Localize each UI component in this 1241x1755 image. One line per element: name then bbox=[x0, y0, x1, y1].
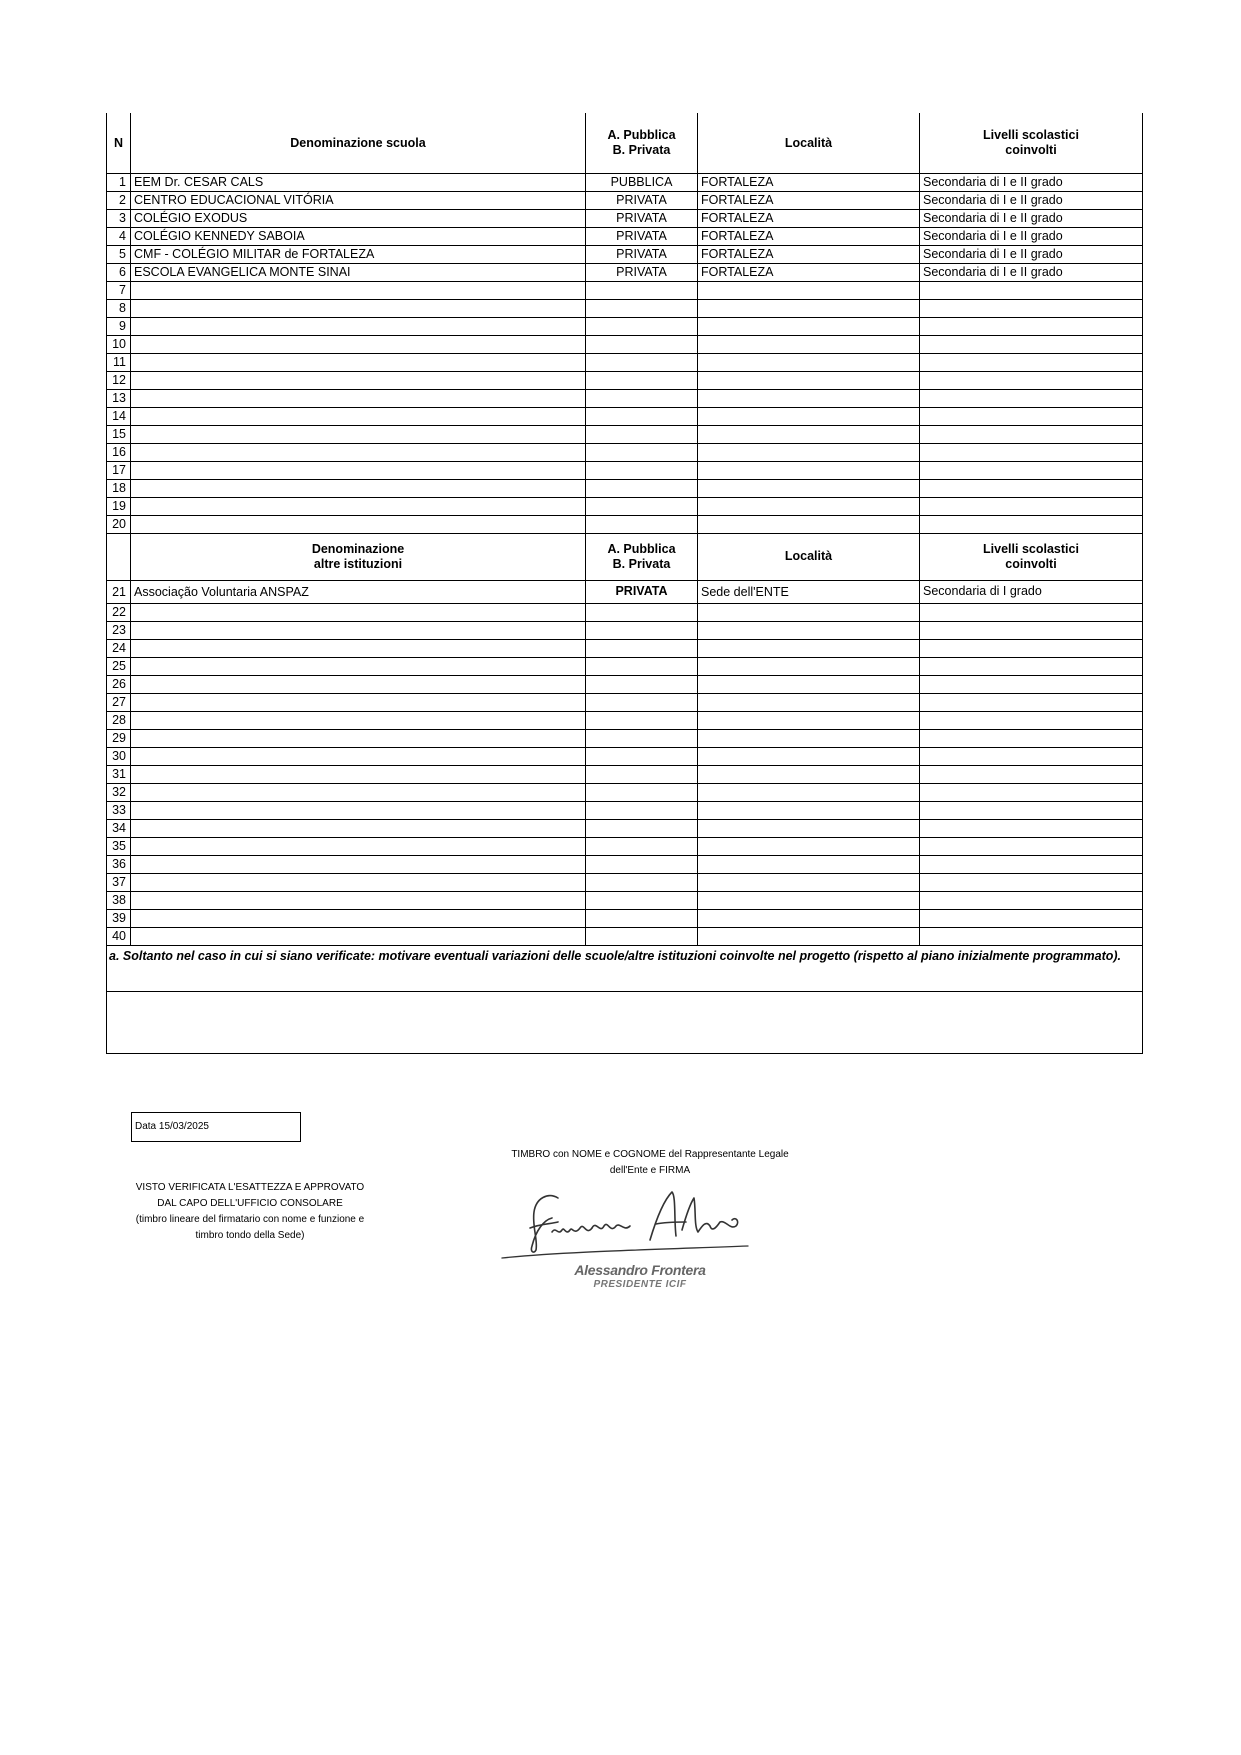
row-location bbox=[698, 479, 920, 497]
row-type: PRIVATA bbox=[586, 263, 698, 281]
row-levels bbox=[920, 621, 1143, 639]
row-name bbox=[131, 639, 586, 657]
row-location bbox=[698, 515, 920, 533]
row-location bbox=[698, 425, 920, 443]
row-type bbox=[586, 371, 698, 389]
table-row bbox=[107, 479, 1143, 497]
stamp-role: PRESIDENTE ICIF bbox=[593, 1279, 687, 1290]
row-name: Associação Voluntaria ANSPAZ bbox=[131, 580, 586, 603]
schools-table bbox=[106, 113, 1143, 1054]
row-location bbox=[698, 299, 920, 317]
row-name bbox=[131, 675, 586, 693]
row-name bbox=[131, 801, 586, 819]
table-row bbox=[107, 819, 1143, 837]
row-number: 21 bbox=[107, 580, 131, 603]
table-row bbox=[107, 353, 1143, 371]
row-location bbox=[698, 693, 920, 711]
row-levels: Secondaria di I e II grado bbox=[920, 263, 1143, 281]
row-type bbox=[586, 891, 698, 909]
row-type bbox=[586, 603, 698, 621]
row-number: 1 bbox=[107, 173, 131, 191]
row-location bbox=[698, 855, 920, 873]
row-name bbox=[131, 281, 586, 299]
row-number: 20 bbox=[107, 515, 131, 533]
header2-denominazione-line2: altre istituzioni bbox=[313, 556, 403, 571]
row-levels: Secondaria di I e II grado bbox=[920, 173, 1143, 191]
row-location bbox=[698, 389, 920, 407]
row-location bbox=[698, 891, 920, 909]
visto-line: (timbro lineare del firmatario con nome e funzione e bbox=[135, 1214, 365, 1225]
row-number: 31 bbox=[107, 765, 131, 783]
row-number: 11 bbox=[107, 353, 131, 371]
row-location bbox=[698, 639, 920, 657]
row-name bbox=[131, 891, 586, 909]
row-name bbox=[131, 909, 586, 927]
table-row bbox=[107, 873, 1143, 891]
row-location bbox=[698, 461, 920, 479]
row-type bbox=[586, 855, 698, 873]
table-row bbox=[107, 729, 1143, 747]
header-localita: Località bbox=[698, 113, 920, 173]
visto-line: DAL CAPO DELL'UFFICIO CONSOLARE bbox=[157, 1198, 343, 1209]
table-row bbox=[107, 191, 1143, 209]
date-field: Data 15/03/2025 bbox=[131, 1112, 301, 1142]
row-name bbox=[131, 425, 586, 443]
table-row bbox=[107, 209, 1143, 227]
header2-n bbox=[107, 533, 131, 580]
table-row bbox=[107, 497, 1143, 515]
row-type: PRIVATA bbox=[586, 245, 698, 263]
row-name bbox=[131, 855, 586, 873]
row-levels bbox=[920, 909, 1143, 927]
row-levels bbox=[920, 281, 1143, 299]
row-number: 36 bbox=[107, 855, 131, 873]
row-levels bbox=[920, 801, 1143, 819]
header-denominazione: Denominazione scuola bbox=[131, 113, 586, 173]
table-row bbox=[107, 909, 1143, 927]
row-location bbox=[698, 281, 920, 299]
table-row bbox=[107, 443, 1143, 461]
row-name: COLÉGIO KENNEDY SABOIA bbox=[131, 227, 586, 245]
row-number: 25 bbox=[107, 657, 131, 675]
row-levels bbox=[920, 479, 1143, 497]
row-location bbox=[698, 801, 920, 819]
row-number: 6 bbox=[107, 263, 131, 281]
row-type bbox=[586, 425, 698, 443]
header-livelli bbox=[920, 113, 1143, 173]
row-name bbox=[131, 461, 586, 479]
table-row bbox=[107, 263, 1143, 281]
row-type bbox=[586, 675, 698, 693]
row-levels: Secondaria di I e II grado bbox=[920, 227, 1143, 245]
row-name bbox=[131, 657, 586, 675]
row-number: 29 bbox=[107, 729, 131, 747]
table-row bbox=[107, 639, 1143, 657]
row-number: 9 bbox=[107, 317, 131, 335]
table-row bbox=[107, 765, 1143, 783]
row-number: 28 bbox=[107, 711, 131, 729]
row-name bbox=[131, 783, 586, 801]
row-location bbox=[698, 927, 920, 945]
table-row bbox=[107, 425, 1143, 443]
variation-note: a. Soltanto nel caso in cui si siano verificate: motivare eventuali variazioni delle scuole/altre istituzioni coinvolte nel progetto (rispetto al piano inizialmente programmato). bbox=[107, 945, 1143, 991]
row-name bbox=[131, 443, 586, 461]
table-row bbox=[107, 299, 1143, 317]
row-name bbox=[131, 729, 586, 747]
row-name bbox=[131, 927, 586, 945]
row-levels bbox=[920, 891, 1143, 909]
row-name bbox=[131, 407, 586, 425]
row-type bbox=[586, 837, 698, 855]
table-row bbox=[107, 747, 1143, 765]
row-type bbox=[586, 407, 698, 425]
row-type: PRIVATA bbox=[586, 227, 698, 245]
row-levels bbox=[920, 675, 1143, 693]
row-number: 34 bbox=[107, 819, 131, 837]
row-type bbox=[586, 497, 698, 515]
table-row bbox=[107, 837, 1143, 855]
row-location bbox=[698, 407, 920, 425]
header2-tipo bbox=[586, 533, 698, 580]
row-type bbox=[586, 389, 698, 407]
row-number: 17 bbox=[107, 461, 131, 479]
stamp-name: Alessandro Frontera bbox=[574, 1262, 706, 1278]
row-location bbox=[698, 353, 920, 371]
row-type bbox=[586, 765, 698, 783]
row-location: FORTALEZA bbox=[698, 191, 920, 209]
row-number: 7 bbox=[107, 281, 131, 299]
row-type bbox=[586, 657, 698, 675]
row-name bbox=[131, 693, 586, 711]
row-number: 8 bbox=[107, 299, 131, 317]
row-levels bbox=[920, 693, 1143, 711]
row-type bbox=[586, 281, 698, 299]
header-tipo bbox=[586, 113, 698, 173]
row-number: 33 bbox=[107, 801, 131, 819]
timbro-line: TIMBRO con NOME e COGNOME del Rappresentante Legale bbox=[511, 1149, 789, 1160]
row-location bbox=[698, 909, 920, 927]
row-number: 12 bbox=[107, 371, 131, 389]
row-name bbox=[131, 603, 586, 621]
header-livelli-line2: coinvolti bbox=[1005, 142, 1057, 157]
visto-line: VISTO VERIFICATA L'ESATTEZZA E APPROVATO bbox=[135, 1182, 365, 1193]
row-type bbox=[586, 909, 698, 927]
row-name bbox=[131, 819, 586, 837]
handwritten-signature bbox=[500, 1180, 750, 1260]
row-number: 14 bbox=[107, 407, 131, 425]
table-row bbox=[107, 227, 1143, 245]
row-levels bbox=[920, 353, 1143, 371]
row-levels bbox=[920, 819, 1143, 837]
row-levels bbox=[920, 497, 1143, 515]
row-number: 39 bbox=[107, 909, 131, 927]
row-location bbox=[698, 657, 920, 675]
row-type bbox=[586, 299, 698, 317]
row-levels bbox=[920, 855, 1143, 873]
row-location: FORTALEZA bbox=[698, 173, 920, 191]
table-row bbox=[107, 855, 1143, 873]
row-location bbox=[698, 317, 920, 335]
row-levels bbox=[920, 603, 1143, 621]
table-header-row bbox=[107, 113, 1143, 173]
motivation-field bbox=[107, 991, 1143, 1053]
row-name: CMF - COLÉGIO MILITAR de FORTALEZA bbox=[131, 245, 586, 263]
row-levels bbox=[920, 317, 1143, 335]
row-number: 32 bbox=[107, 783, 131, 801]
row-levels bbox=[920, 657, 1143, 675]
row-location: FORTALEZA bbox=[698, 263, 920, 281]
header-livelli-line1: Livelli scolastici bbox=[983, 128, 1079, 143]
row-name bbox=[131, 479, 586, 497]
row-type bbox=[586, 729, 698, 747]
row-number: 37 bbox=[107, 873, 131, 891]
row-type: PUBBLICA bbox=[586, 173, 698, 191]
row-type bbox=[586, 783, 698, 801]
row-name bbox=[131, 765, 586, 783]
row-name bbox=[131, 515, 586, 533]
row-number: 19 bbox=[107, 497, 131, 515]
row-levels bbox=[920, 461, 1143, 479]
row-type bbox=[586, 639, 698, 657]
row-type bbox=[586, 873, 698, 891]
row-name: EEM Dr. CESAR CALS bbox=[131, 173, 586, 191]
row-number: 27 bbox=[107, 693, 131, 711]
row-levels bbox=[920, 443, 1143, 461]
table-row bbox=[107, 245, 1143, 263]
table-row bbox=[107, 657, 1143, 675]
row-number: 23 bbox=[107, 621, 131, 639]
row-number: 24 bbox=[107, 639, 131, 657]
row-levels bbox=[920, 639, 1143, 657]
row-name bbox=[131, 621, 586, 639]
row-type bbox=[586, 711, 698, 729]
table-row bbox=[107, 927, 1143, 945]
table-row bbox=[107, 693, 1143, 711]
row-name bbox=[131, 389, 586, 407]
row-name bbox=[131, 353, 586, 371]
table-row bbox=[107, 371, 1143, 389]
row-location bbox=[698, 711, 920, 729]
row-type bbox=[586, 479, 698, 497]
table-row bbox=[107, 580, 1143, 603]
row-location bbox=[698, 819, 920, 837]
row-type bbox=[586, 747, 698, 765]
row-levels bbox=[920, 765, 1143, 783]
row-type: PRIVATA bbox=[586, 209, 698, 227]
header2-denominazione bbox=[131, 533, 586, 580]
table-header-row-others bbox=[107, 533, 1143, 580]
row-type bbox=[586, 317, 698, 335]
table-row bbox=[107, 801, 1143, 819]
row-number: 3 bbox=[107, 209, 131, 227]
row-type bbox=[586, 515, 698, 533]
header-tipo-line1: A. Pubblica bbox=[607, 128, 676, 143]
row-location: Sede dell'ENTE bbox=[698, 580, 920, 603]
row-name bbox=[131, 317, 586, 335]
row-levels bbox=[920, 927, 1143, 945]
table-row bbox=[107, 389, 1143, 407]
table-row bbox=[107, 173, 1143, 191]
row-type bbox=[586, 621, 698, 639]
row-name: CENTRO EDUCACIONAL VITÓRIA bbox=[131, 191, 586, 209]
row-location: FORTALEZA bbox=[698, 209, 920, 227]
row-number: 15 bbox=[107, 425, 131, 443]
header2-livelli-line1: Livelli scolastici bbox=[983, 542, 1079, 557]
row-type bbox=[586, 927, 698, 945]
row-location bbox=[698, 837, 920, 855]
header2-livelli-line2: coinvolti bbox=[1005, 556, 1057, 571]
row-levels bbox=[920, 711, 1143, 729]
row-name bbox=[131, 747, 586, 765]
row-name: COLÉGIO EXODUS bbox=[131, 209, 586, 227]
header2-livelli bbox=[920, 533, 1143, 580]
row-name: ESCOLA EVANGELICA MONTE SINAI bbox=[131, 263, 586, 281]
row-name bbox=[131, 371, 586, 389]
row-location bbox=[698, 497, 920, 515]
row-levels: Secondaria di I e II grado bbox=[920, 209, 1143, 227]
row-levels bbox=[920, 837, 1143, 855]
note-row bbox=[107, 945, 1143, 991]
row-levels bbox=[920, 407, 1143, 425]
row-number: 35 bbox=[107, 837, 131, 855]
table-row bbox=[107, 335, 1143, 353]
row-number: 2 bbox=[107, 191, 131, 209]
row-name bbox=[131, 837, 586, 855]
row-levels bbox=[920, 371, 1143, 389]
row-levels bbox=[920, 389, 1143, 407]
row-type bbox=[586, 461, 698, 479]
table-row bbox=[107, 317, 1143, 335]
row-location bbox=[698, 371, 920, 389]
header2-localita: Località bbox=[698, 533, 920, 580]
table-row bbox=[107, 711, 1143, 729]
row-number: 26 bbox=[107, 675, 131, 693]
row-levels bbox=[920, 335, 1143, 353]
row-location bbox=[698, 765, 920, 783]
row-levels: Secondaria di I e II grado bbox=[920, 191, 1143, 209]
row-number: 22 bbox=[107, 603, 131, 621]
row-location bbox=[698, 603, 920, 621]
row-location bbox=[698, 729, 920, 747]
header2-denominazione-line1: Denominazione bbox=[311, 542, 405, 557]
row-location: FORTALEZA bbox=[698, 227, 920, 245]
row-location bbox=[698, 335, 920, 353]
legal-representative-block bbox=[470, 1147, 830, 1179]
table-row bbox=[107, 783, 1143, 801]
row-location bbox=[698, 783, 920, 801]
motivation-box bbox=[107, 991, 1143, 1053]
row-type bbox=[586, 819, 698, 837]
table-row bbox=[107, 281, 1143, 299]
row-number: 30 bbox=[107, 747, 131, 765]
row-type: PRIVATA bbox=[586, 580, 698, 603]
row-name bbox=[131, 299, 586, 317]
row-name bbox=[131, 711, 586, 729]
timbro-line: dell'Ente e FIRMA bbox=[609, 1165, 691, 1176]
row-levels: Secondaria di I grado bbox=[920, 580, 1143, 603]
row-number: 4 bbox=[107, 227, 131, 245]
table-row bbox=[107, 675, 1143, 693]
row-type: PRIVATA bbox=[586, 191, 698, 209]
table-row bbox=[107, 407, 1143, 425]
row-number: 38 bbox=[107, 891, 131, 909]
consular-approval-block bbox=[100, 1180, 400, 1244]
row-location: FORTALEZA bbox=[698, 245, 920, 263]
row-name bbox=[131, 335, 586, 353]
row-type bbox=[586, 801, 698, 819]
table-row bbox=[107, 515, 1143, 533]
row-type bbox=[586, 335, 698, 353]
row-location bbox=[698, 675, 920, 693]
row-levels bbox=[920, 515, 1143, 533]
header-n: N bbox=[107, 113, 131, 173]
row-name bbox=[131, 873, 586, 891]
row-name bbox=[131, 497, 586, 515]
row-levels bbox=[920, 299, 1143, 317]
row-number: 10 bbox=[107, 335, 131, 353]
row-levels bbox=[920, 747, 1143, 765]
row-location bbox=[698, 873, 920, 891]
table-row bbox=[107, 891, 1143, 909]
row-type bbox=[586, 353, 698, 371]
row-levels bbox=[920, 873, 1143, 891]
row-location bbox=[698, 443, 920, 461]
row-levels bbox=[920, 425, 1143, 443]
visto-line: timbro tondo della Sede) bbox=[195, 1230, 305, 1241]
table-row bbox=[107, 603, 1143, 621]
header-tipo-line2: B. Privata bbox=[612, 142, 671, 157]
table-row bbox=[107, 461, 1143, 479]
table-row bbox=[107, 621, 1143, 639]
row-location bbox=[698, 747, 920, 765]
row-type bbox=[586, 693, 698, 711]
row-number: 13 bbox=[107, 389, 131, 407]
row-levels bbox=[920, 729, 1143, 747]
row-type bbox=[586, 443, 698, 461]
row-levels: Secondaria di I e II grado bbox=[920, 245, 1143, 263]
row-number: 16 bbox=[107, 443, 131, 461]
row-levels bbox=[920, 783, 1143, 801]
header2-tipo-line1: A. Pubblica bbox=[607, 542, 676, 557]
row-number: 5 bbox=[107, 245, 131, 263]
row-number: 40 bbox=[107, 927, 131, 945]
row-number: 18 bbox=[107, 479, 131, 497]
header2-tipo-line2: B. Privata bbox=[612, 556, 671, 571]
row-location bbox=[698, 621, 920, 639]
